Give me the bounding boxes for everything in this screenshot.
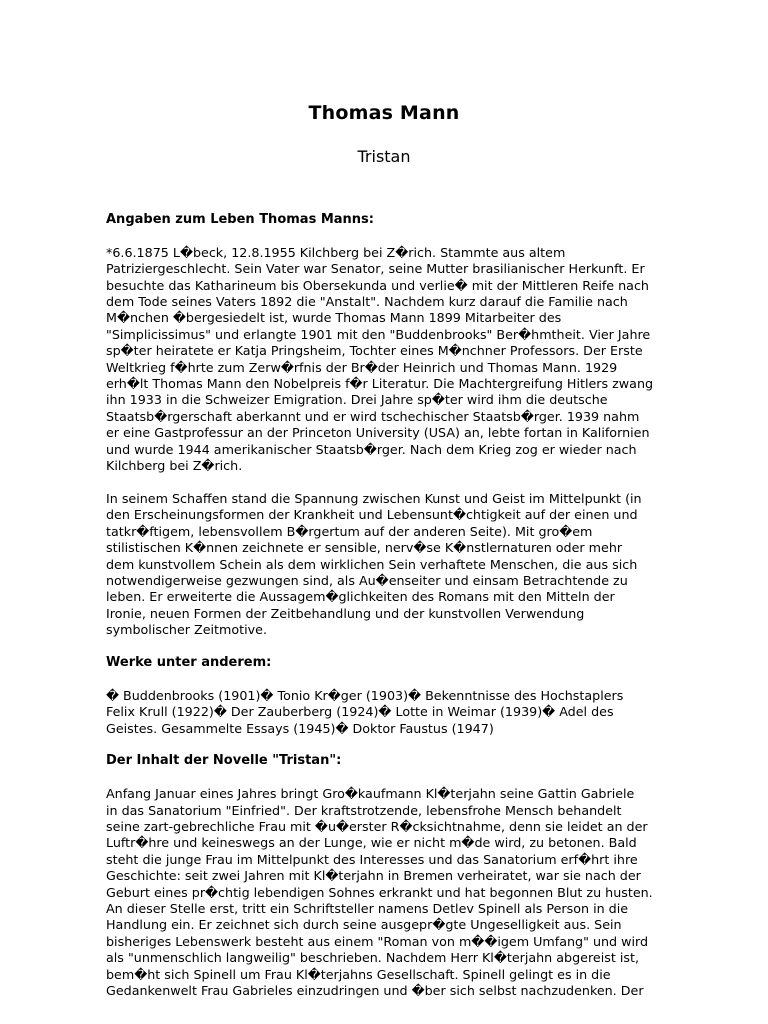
text-line: Anfang Januar eines Jahres bringt Gro�kaufmann Kl�terjahn seine Gattin Gabriele bbox=[106, 786, 635, 802]
text-line: notwendigerweise gezwungen sind, als Au�enseiter und einsam Betrachtende zu bbox=[106, 572, 628, 588]
text-line: leben. Er erweiterte die Aussagem�glichkeiten des Romans mit den Mitteln der bbox=[106, 589, 615, 605]
text-line: besuchte das Katharineum bis Obersekunda und verlie� mit der Mittleren Reife nach bbox=[106, 277, 649, 293]
text-line: tatkr�ftigem, lebensvollem B�rgertum auf der anderen Seite). Mit gro�em bbox=[106, 523, 593, 539]
text-line: Patriziergeschlecht. Sein Vater war Senator, seine Mutter brasilianischer Herkunft. Er bbox=[106, 261, 645, 277]
text-line: er eine Gastprofessur an der Princeton University (USA) an, lebte fortan in Kalifornien bbox=[106, 425, 650, 441]
text-line: *6.6.1875 L�beck, 12.8.1955 Kilchberg bei Z�rich. Stammte aus altem bbox=[106, 244, 566, 260]
text-line: Geschichte: seit zwei Jahren mit Kl�terjahn in Bremen verheiratet, war sie nach der bbox=[106, 868, 641, 884]
text-line: Ironie, neuen Formen der Zeitbehandlung und der kunstvollen Verwendung bbox=[106, 605, 585, 621]
text-line: erh�lt Thomas Mann den Nobelpreis f�r Literatur. Die Machtergreifung Hitlers zwang bbox=[106, 376, 654, 392]
text-line: symbolischer Zeitmotive. bbox=[106, 622, 267, 638]
section-paragraph bbox=[106, 688, 666, 737]
text-line: Luftr�hre und keineswegs an der Lunge, wie er nicht m�de wird, zu betonen. Bald bbox=[106, 835, 637, 851]
section-paragraph bbox=[106, 491, 666, 639]
text-line: In seinem Schaffen stand die Spannung zwischen Kunst und Geist im Mittelpunkt (in bbox=[106, 490, 642, 506]
text-line: Weltkrieg f�hrte zum Zerw�rfnis der Br�der Heinrich und Thomas Mann. 1929 bbox=[106, 359, 618, 375]
document-subtitle: Tristan bbox=[357, 147, 411, 166]
text-line: dem Tode seines Vaters 1892 die "Anstalt". Nachdem kurz darauf die Familie nach bbox=[106, 294, 628, 310]
text-line: Geistes. Gesammelte Essays (1945)� Doktor Faustus (1947) bbox=[106, 720, 494, 736]
text-line: den Erscheinungsformen der Krankheit und Lebensunt�chtigkeit auf der einen und bbox=[106, 507, 638, 523]
text-line: bisheriges Lebenswerk besteht aus einem "Roman von m��igem Umfang" und wird bbox=[106, 933, 649, 949]
text-line: � Buddenbrooks (1901)� Tonio Kr�ger (1903)� Bekenntnisse des Hochstaplers bbox=[106, 687, 624, 703]
text-line: seine zart-gebrechliche Frau mit �u�erster R�cksichtnahme, denn sie leidet an der bbox=[106, 818, 648, 834]
text-line: M�nchen �bergesiedelt ist, wurde Thomas Mann 1899 Mitarbeiter des bbox=[106, 310, 562, 326]
text-line: und wurde 1944 amerikanischer Staatsb�rger. Nach dem Krieg zog er wieder nach bbox=[106, 441, 637, 457]
section-heading: Angaben zum Leben Thomas Manns: bbox=[106, 212, 374, 227]
text-line: Handlung ein. Er zeichnet sich durch seine ausgepr�gte Ungeselligkeit aus. Sein bbox=[106, 917, 622, 933]
text-line: Geburt eines pr�chtig lebendigen Sohnes erkrankt und hat begonnen Blut zu husten. bbox=[106, 884, 653, 900]
section-heading: Werke unter anderem: bbox=[106, 654, 272, 670]
text-line: dem kunstvollem Schein als dem wirklichen Sein verhaftete Menschen, die aus sich bbox=[106, 556, 638, 572]
section-heading: Der Inhalt der Novelle "Tristan": bbox=[106, 753, 342, 769]
text-line: An dieser Stelle erst, tritt ein Schriftsteller namens Detlev Spinell als Person in die bbox=[106, 900, 629, 916]
text-line: "Simplicissimus" und erlangte 1901 mit den "Buddenbrooks" Ber�hmtheit. Vier Jahre bbox=[106, 326, 651, 342]
text-line: stilistischen K�nnen zeichnete er sensible, nerv�se K�nstlernaturen oder mehr bbox=[106, 540, 623, 556]
section-paragraph bbox=[106, 245, 666, 475]
text-line: als "unmenschlich langweilig" beschrieben. Nachdem Herr Kl�terjahn abgereist ist, bbox=[106, 950, 639, 966]
document-title: Thomas Mann bbox=[308, 102, 460, 124]
text-line: bem�ht sich Spinell um Frau Kl�terjahns Gesellschaft. Spinell gelingt es in die bbox=[106, 966, 611, 982]
document-body bbox=[106, 212, 666, 1016]
text-line: Staatsb�rgerschaft aberkannt und er wird tschechischer Staatsb�rger. 1939 nahm bbox=[106, 408, 640, 424]
text-line: Kilchberg bei Z�rich. bbox=[106, 458, 243, 474]
section-paragraph bbox=[106, 786, 666, 999]
text-line: sp�ter heiratete er Katja Pringsheim, Tochter eines M�nchner Professors. Der Erste bbox=[106, 343, 643, 359]
text-line: ihn 1933 in die Schweizer Emigration. Drei Jahre sp�ter wird ihm die deutsche bbox=[106, 392, 608, 408]
text-line: Gedankenwelt Frau Gabrieles einzudringen und �ber sich selbst nachzudenken. Der bbox=[106, 983, 644, 998]
text-line: Felix Krull (1922)� Der Zauberberg (1924)� Lotte in Weimar (1939)� Adel des bbox=[106, 704, 614, 720]
text-line: in das Sanatorium "Einfried". Der kraftstrotzende, lebensfrohe Mensch behandelt bbox=[106, 802, 622, 818]
text-line: steht die junge Frau im Mittelpunkt des Interesses und das Sanatorium erf�hrt ihre bbox=[106, 851, 638, 867]
